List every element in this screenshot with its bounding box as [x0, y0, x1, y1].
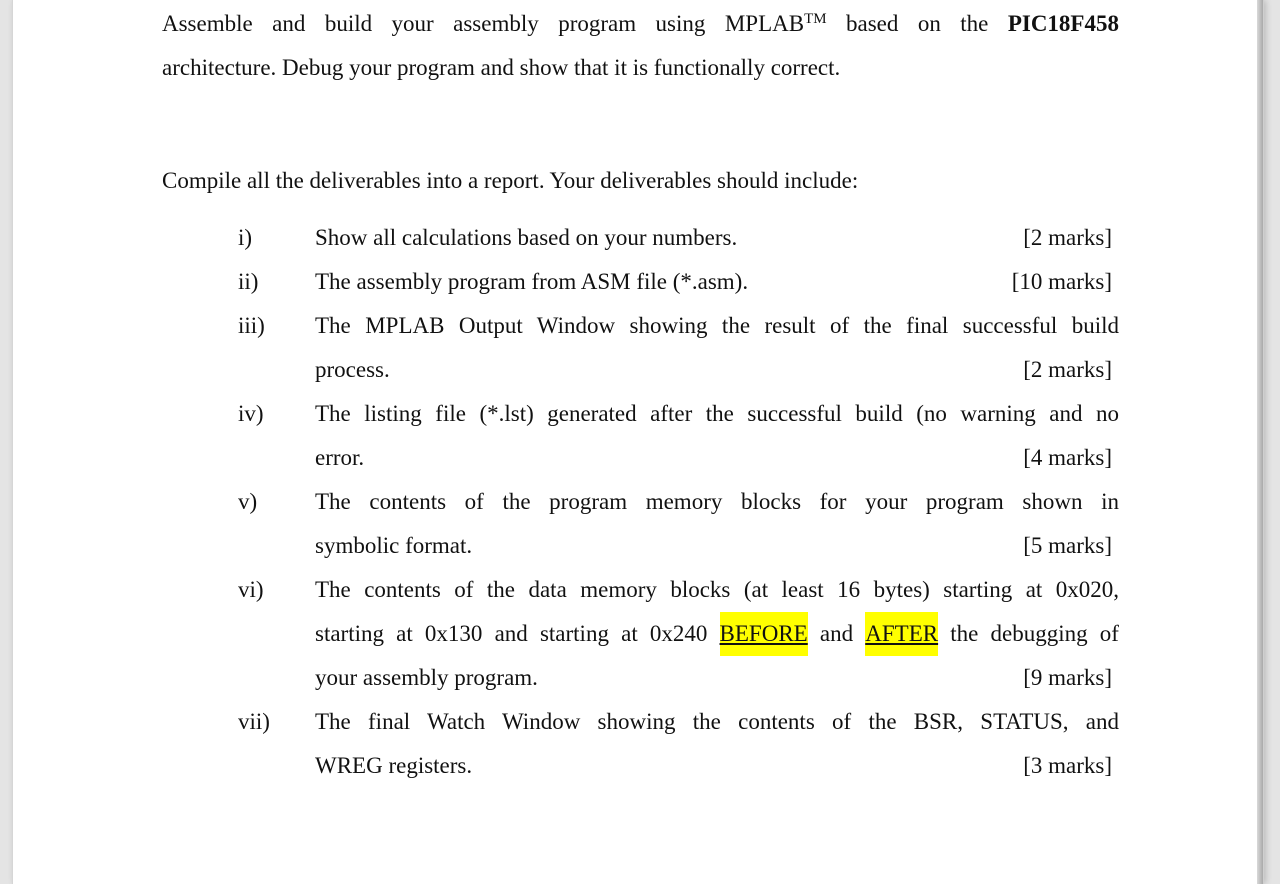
item-number: vi) [238, 577, 264, 602]
item-text: symbolic format. [315, 533, 473, 558]
deliverables-list [162, 216, 1124, 788]
item-text: WREG registers. [315, 753, 473, 778]
item-word: debugging [990, 621, 1088, 646]
item-text: process. [315, 357, 390, 382]
page-edge-shadow [1257, 0, 1263, 884]
item-text: Show all calculations based on your numbers. [315, 225, 738, 250]
item-marks: [4 marks] [1023, 445, 1112, 470]
item-word: the [950, 621, 979, 646]
intro-word: your [391, 11, 434, 36]
intro-word: assembly [453, 11, 539, 36]
intro-word: Assemble [162, 11, 253, 36]
compile-text: Compile all the deliverables into a report. Your deliverables should include: [162, 168, 859, 193]
item-text: error. [315, 445, 365, 470]
item-word: at [396, 621, 413, 646]
document-page [12, 0, 1264, 884]
intro-word: and [272, 11, 306, 36]
list-item [162, 260, 1124, 304]
intro-word: on [917, 11, 941, 36]
item-marks: [2 marks] [1023, 357, 1112, 382]
intro-word: program [558, 11, 637, 36]
item-number: i) [238, 225, 253, 250]
item-text: The contents of the data memory blocks (at least 16 bytes) starting at 0x020, [315, 577, 1119, 602]
intro-word: based [846, 11, 899, 36]
item-text: The MPLAB Output Window showing the result of the final successful build [315, 313, 1119, 338]
intro-word: build [324, 11, 373, 36]
before-highlight: BEFORE [720, 612, 808, 656]
item-text-highlight-line [315, 612, 1119, 656]
item-text: The assembly program from ASM file (*.asm). [315, 269, 749, 294]
item-word: of [1099, 621, 1119, 646]
item-text: your assembly program. [315, 665, 538, 690]
after-highlight: AFTER [865, 612, 938, 656]
intro-line-1 [162, 2, 1119, 46]
list-item [162, 392, 1124, 480]
item-marks: [10 marks] [1011, 269, 1112, 294]
item-marks: [9 marks] [1023, 665, 1112, 690]
intro-paragraph [162, 2, 1119, 90]
item-number: vii) [238, 709, 270, 734]
item-marks: [2 marks] [1023, 225, 1112, 250]
item-text: The final Watch Window showing the contents of the BSR, STATUS, and [315, 709, 1119, 734]
item-number: iv) [238, 401, 264, 426]
item-number: v) [238, 489, 258, 514]
item-word: starting [539, 621, 609, 646]
architecture-name: PIC18F458 [1007, 11, 1119, 36]
item-marks: [3 marks] [1023, 753, 1112, 778]
item-word: at [621, 621, 638, 646]
item-text: The listing file (*.lst) generated after the successful build (no warning and no [315, 401, 1119, 426]
compile-paragraph [162, 159, 1119, 203]
item-word: and [819, 621, 854, 646]
list-item [162, 568, 1124, 700]
item-word: starting [315, 621, 384, 646]
item-marks: [5 marks] [1023, 533, 1112, 558]
intro-word: using [655, 11, 706, 36]
item-text: The contents of the program memory blocks for your program shown in [315, 489, 1119, 514]
list-item [162, 304, 1124, 392]
item-word: and [494, 621, 528, 646]
item-number: ii) [238, 269, 259, 294]
item-word: 0x240 [649, 621, 708, 646]
list-item [162, 216, 1124, 260]
intro-word: the [960, 11, 989, 36]
item-number: iii) [238, 313, 265, 338]
intro-line-2: architecture. Debug your program and show that it is functionally correct. [162, 55, 841, 80]
item-word: 0x130 [424, 621, 483, 646]
list-item [162, 480, 1124, 568]
brand-name: MPLAB™ [724, 11, 827, 36]
list-item [162, 700, 1124, 788]
